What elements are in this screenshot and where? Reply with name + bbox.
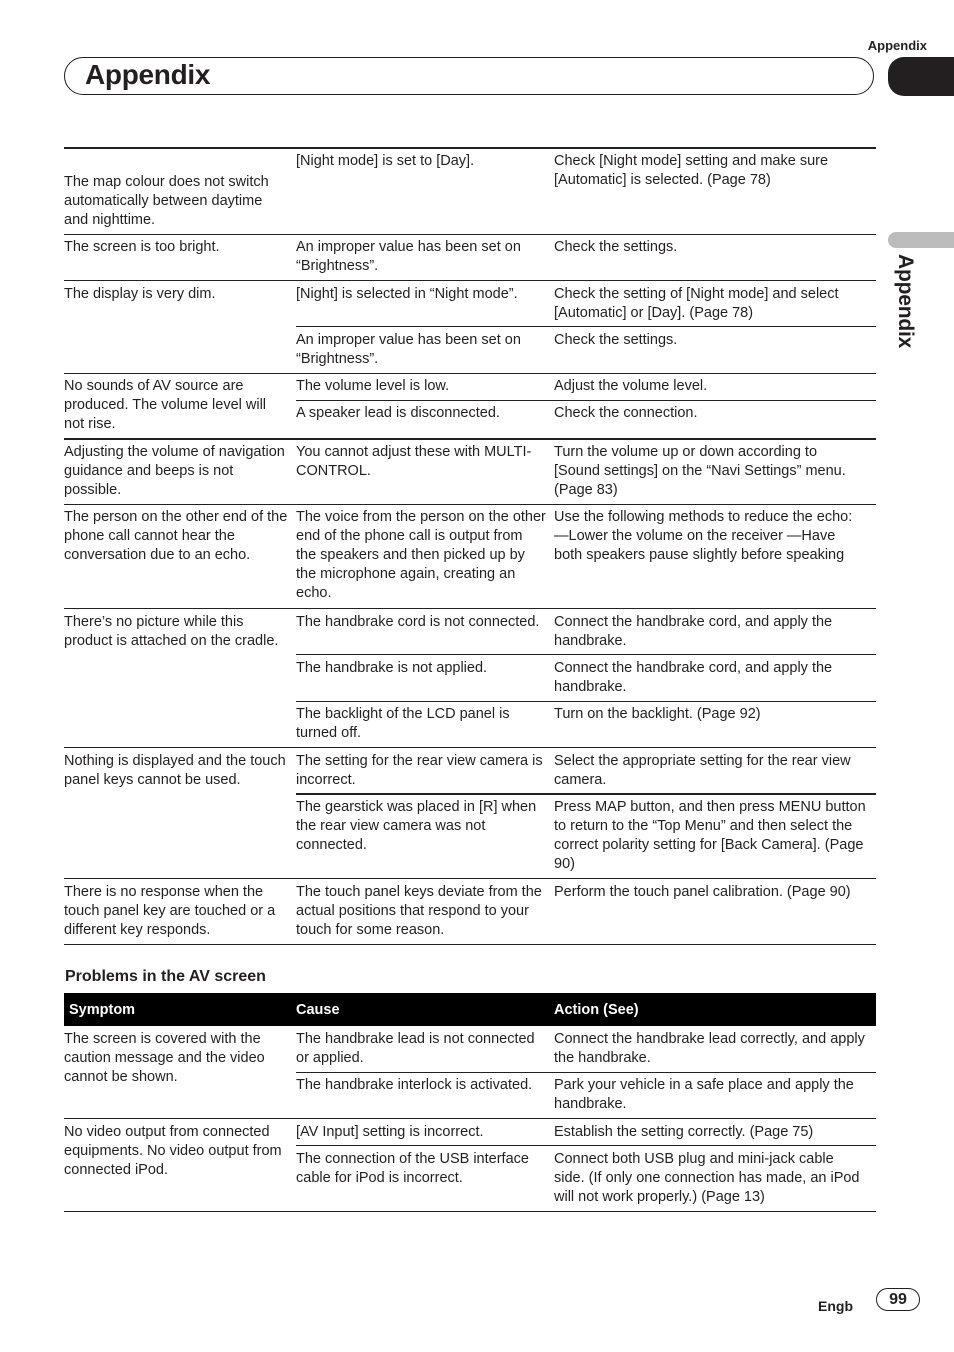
action-cell: Press MAP button, and then press MENU button to return to the “Top Menu” and then select the correct polarity setting for [Back Camera]. (Page 90) [554,799,866,872]
action-cell: Turn on the backlight. (Page 92) [554,706,761,722]
title-bar [64,57,874,95]
action-cell: Connect the handbrake cord, and apply the handbrake. [554,660,833,695]
language-code: Engb [818,1298,853,1314]
cause-cell: An improper value has been set on “Brightness”. [296,239,521,274]
symptom-cell: No sounds of AV source are produced. The volume level will not rise. [64,378,267,432]
action-cell: Turn the volume up or down according to [Sound settings] on the “Navi Settings” menu. (Page 83) [554,444,846,498]
table-rule [64,438,876,440]
table-rule [64,747,876,748]
cause-cell: You cannot adjust these with MULTI-CONTROL. [296,444,532,479]
cause-cell: The touch panel keys deviate from the actual positions that respond to your touch for some reason. [296,884,542,938]
table-rule [64,944,876,945]
action-cell: Check the setting of [Night mode] and select [Automatic] or [Day]. (Page 78) [554,286,839,321]
table-rule [296,701,876,702]
cause-cell: The handbrake lead is not connected or applied. [296,1031,535,1066]
side-tab-label: Appendix [894,254,917,349]
symptom-cell: There’s no picture while this product is attached on the cradle. [64,614,279,649]
symptom-cell: There is no response when the touch panel key are touched or a different key responds. [64,884,276,938]
cause-cell: The connection of the USB interface cable for iPod is incorrect. [296,1151,529,1186]
header-cause: Cause [296,1002,340,1018]
running-head: Appendix [867,38,927,53]
header-symptom: Symptom [69,1002,136,1018]
action-cell: Check the settings. [554,239,678,255]
cause-cell: An improper value has been set on “Brightness”. [296,332,521,367]
page-number: 99 [876,1288,920,1311]
cause-cell: A speaker lead is disconnected. [296,405,500,421]
symptom-cell: No video output from connected equipments. No video output from connected iPod. [64,1124,282,1178]
cause-cell: The handbrake interlock is activated. [296,1077,533,1093]
cause-cell: [AV Input] setting is incorrect. [296,1124,484,1140]
cause-cell: The setting for the rear view camera is incorrect. [296,753,543,788]
action-cell: Use the following methods to reduce the echo: —Lower the volume on the receiver —Have both speakers pause slightly before speaking [554,509,853,563]
chapter-tab [888,57,954,96]
table-rule [296,400,876,401]
cause-cell: The handbrake cord is not connected. [296,614,540,630]
action-cell: Perform the touch panel calibration. (Page 90) [554,884,851,900]
action-cell: Check the connection. [554,405,698,421]
table-rule [64,373,876,374]
table-rule [64,608,876,609]
table-rule [64,1211,876,1212]
section-tab-marker [888,232,954,248]
table-rule [296,654,876,655]
table-rule [64,147,876,149]
page-title: Appendix [85,59,211,90]
table-rule [64,1118,876,1119]
symptom-cell: The display is very dim. [64,286,216,302]
cause-cell: The gearstick was placed in [R] when the rear view camera was not connected. [296,799,537,853]
action-cell: Adjust the volume level. [554,378,708,394]
cause-cell: The backlight of the LCD panel is turned off. [296,706,510,741]
table-rule [296,1072,876,1073]
cause-cell: [Night] is selected in “Night mode”. [296,286,518,302]
action-cell: Connect both USB plug and mini-jack cable side. (If only one connection has made, an iPod will not work properly.) (Page 13) [554,1151,860,1205]
action-cell: Establish the setting correctly. (Page 75) [554,1124,814,1140]
table-rule [64,234,876,235]
table-rule [296,1145,876,1146]
cause-cell: The volume level is low. [296,378,450,394]
header-action: Action (See) [554,1002,639,1018]
action-cell: Park your vehicle in a safe place and apply the handbrake. [554,1077,854,1112]
table-header-bar [64,993,876,1026]
table-rule [64,280,876,281]
table-rule [64,504,876,505]
cause-cell: [Night mode] is set to [Day]. [296,153,475,169]
symptom-cell: Nothing is displayed and the touch panel keys cannot be used. [64,753,286,788]
symptom-cell: The map colour does not switch automatically between daytime and nighttime. [64,174,269,228]
symptom-cell: The screen is covered with the caution message and the video cannot be shown. [64,1031,265,1085]
symptom-cell: Adjusting the volume of navigation guidance and beeps is not possible. [64,444,285,498]
action-cell: Check the settings. [554,332,678,348]
section-heading: Problems in the AV screen [65,968,266,985]
symptom-cell: The person on the other end of the phone call cannot hear the conversation due to an echo. [64,509,288,563]
table-rule [296,793,876,795]
action-cell: Connect the handbrake cord, and apply the handbrake. [554,614,833,649]
action-cell: Select the appropriate setting for the rear view camera. [554,753,851,788]
table-rule [64,878,876,879]
cause-cell: The handbrake is not applied. [296,660,488,676]
table-rule [296,326,876,327]
action-cell: Check [Night mode] setting and make sure [Automatic] is selected. (Page 78) [554,153,829,188]
cause-cell: The voice from the person on the other end of the phone call is output from the speakers and then picked up by the microphone again, creating an echo. [296,509,546,601]
action-cell: Connect the handbrake lead correctly, and apply the handbrake. [554,1031,865,1066]
symptom-cell: The screen is too bright. [64,239,220,255]
